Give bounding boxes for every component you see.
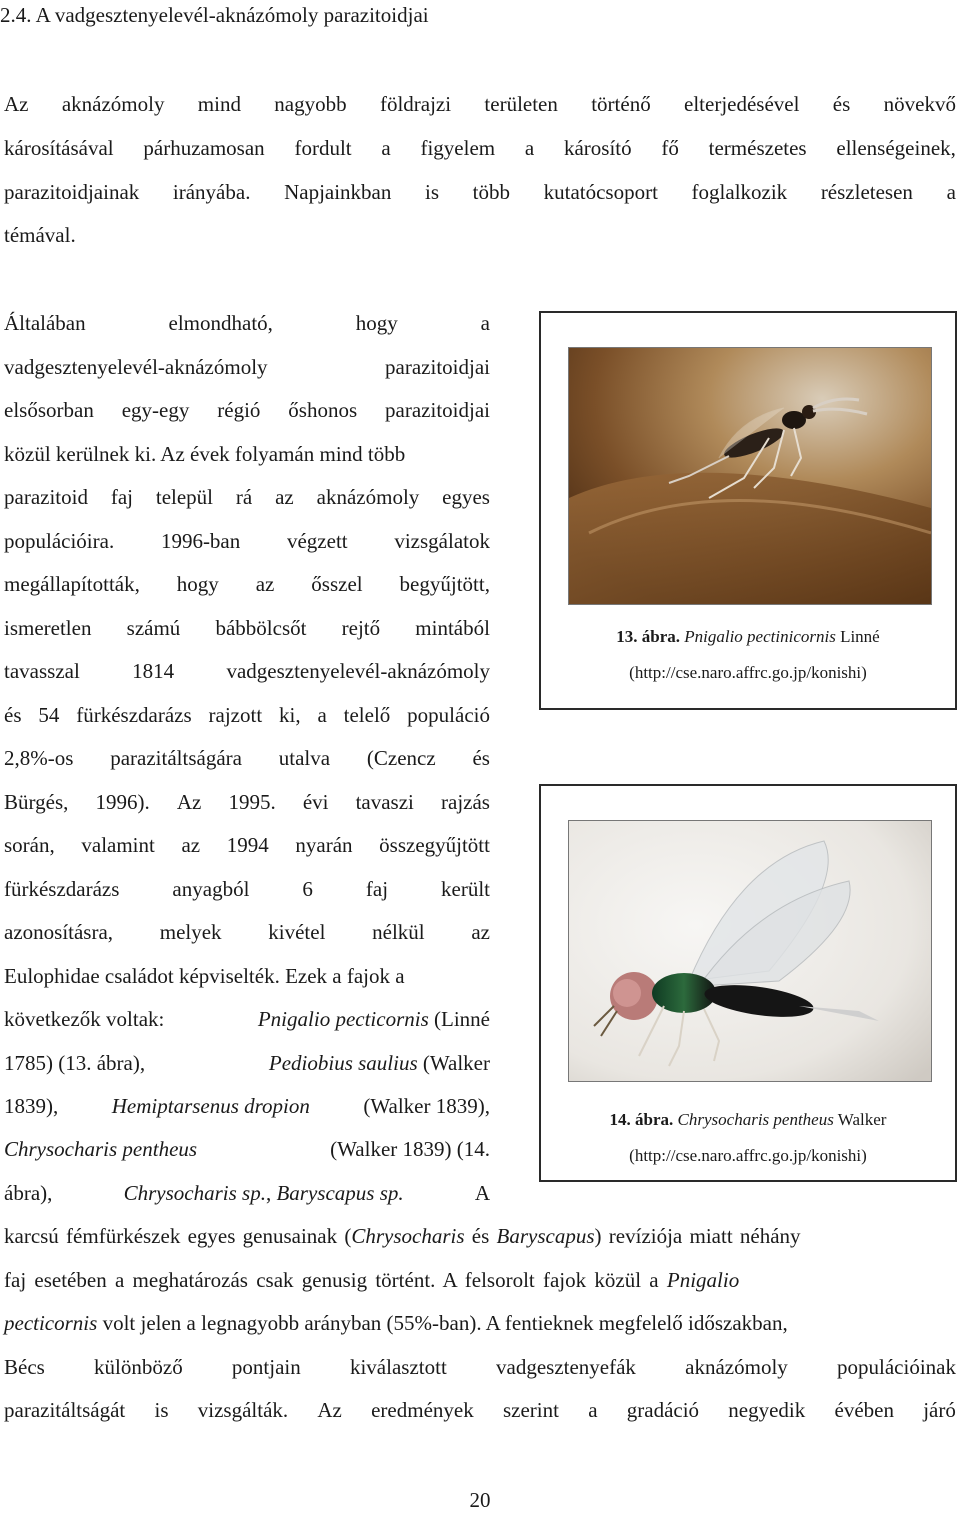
word: a: [946, 180, 956, 204]
species-name: Pnigalio: [666, 1268, 740, 1292]
para3-line2: [4, 1265, 956, 1295]
word: rajzott: [208, 703, 263, 727]
word: tavasszal: [4, 659, 80, 683]
word: évi: [302, 790, 329, 814]
word: összegyűjtött: [379, 833, 490, 857]
word: figyelem: [420, 136, 496, 160]
para2-line5: [4, 482, 490, 512]
word: parazitoidjainak: [4, 180, 140, 204]
word: régió: [217, 398, 261, 422]
word: elmondható,: [168, 311, 273, 335]
word: kiválasztott: [349, 1355, 447, 1379]
para2-line2: [4, 352, 490, 382]
word: párhuzamosan: [143, 136, 265, 160]
word: is: [425, 180, 440, 204]
word: ellenségeinek,: [836, 136, 956, 160]
para1-line1: [4, 89, 956, 119]
word: Az: [176, 790, 202, 814]
word: parazitáltságára: [110, 746, 242, 770]
text-run: 1785) (13. ábra),: [4, 1051, 146, 1075]
word: nagyobb: [274, 92, 347, 116]
para3-line4: [4, 1352, 956, 1382]
species-name: Chrysocharis: [351, 1224, 465, 1248]
word: tavaszi: [355, 790, 414, 814]
text-run: ábra),: [4, 1181, 53, 1205]
word: pontjain: [231, 1355, 301, 1379]
text-run: volt jelen a legnagyobb arányban (55%-ban). A fentieknek megfelelő időszakban,: [97, 1311, 788, 1335]
word: begyűjtött,: [399, 572, 490, 596]
word: ki,: [279, 703, 301, 727]
para2-line7: [4, 569, 490, 599]
word: és: [4, 703, 22, 727]
species-name: Chrysocharis pentheus: [4, 1137, 198, 1161]
para3-line3: [4, 1308, 956, 1338]
word: kivétel: [268, 920, 326, 944]
word: a: [480, 311, 490, 335]
word: irányába.: [172, 180, 251, 204]
species-name: Pediobius saulius: [268, 1051, 418, 1075]
word: és: [832, 92, 851, 116]
word: elterjedésével: [684, 92, 800, 116]
word: populáció: [407, 703, 490, 727]
word: területen: [484, 92, 558, 116]
word: részletesen: [820, 180, 913, 204]
para1-line4: témával.: [4, 223, 76, 247]
word: végzett: [286, 529, 348, 553]
figure-13-url: (http://cse.naro.affrc.go.jp/konishi): [629, 663, 867, 682]
word: 1814: [132, 659, 175, 683]
text-run: következők voltak:: [4, 1007, 165, 1031]
word: nélkül: [372, 920, 425, 944]
word: anyagból: [172, 877, 250, 901]
word: fő: [661, 136, 679, 160]
word: utalva: [278, 746, 331, 770]
word: populációinak: [837, 1355, 956, 1379]
text-run: karcsú fémfürkészek egyes genusainak (: [4, 1224, 352, 1248]
figure-label: 13. ábra.: [616, 627, 680, 646]
text-run: 1839),: [4, 1094, 59, 1118]
word: az: [275, 485, 294, 509]
text-run: faj esetében a meghatározás csak genusig történt. A felsorolt fajok közül a: [4, 1268, 667, 1292]
para2-line1: [4, 308, 490, 338]
para2-line12: [4, 787, 490, 817]
para2-line18: [4, 1048, 490, 1078]
para2-line6: [4, 526, 490, 556]
word: hogy: [176, 572, 219, 596]
word: mind: [197, 92, 241, 116]
word: vadgesztenyelevél-aknázómoly: [226, 659, 490, 683]
word: faj: [365, 877, 389, 901]
para2-line8: [4, 613, 490, 643]
para2-line15: [4, 917, 490, 947]
word: melyek: [159, 920, 222, 944]
para2-line9: [4, 656, 490, 686]
para2-line20: [4, 1134, 490, 1164]
word: rejtő: [341, 616, 381, 640]
word: parazitoidjai: [385, 398, 490, 422]
species-name: Chrysocharis sp.: [123, 1181, 266, 1205]
word: 1995.: [228, 790, 276, 814]
para2-line4: közül kerülnek ki. Az évek folyamán mind több: [4, 442, 406, 466]
word: vadgesztenyelevél-aknázómoly: [4, 355, 268, 379]
word: foglalkozik: [691, 180, 788, 204]
word: fürkészdarázs: [76, 703, 192, 727]
word: nyarán: [295, 833, 353, 857]
word: 1996-ban: [160, 529, 241, 553]
word: települ: [155, 485, 214, 509]
word: növekvő: [883, 92, 956, 116]
wasp-photo-image: [569, 821, 931, 1081]
word: szerint: [502, 1398, 559, 1422]
para2-line3: [4, 395, 490, 425]
page-number: 20: [469, 1488, 491, 1512]
word: parazitoid: [4, 485, 88, 509]
word: a: [588, 1398, 598, 1422]
word: Bürgés,: [4, 790, 69, 814]
species-name: Pnigalio pecticornis: [257, 1007, 429, 1031]
word: populációira.: [4, 529, 115, 553]
species-name: pecticornis: [4, 1311, 98, 1335]
para2-line21: [4, 1178, 490, 1208]
word: az: [181, 833, 201, 857]
word: járó: [923, 1398, 956, 1422]
species-name: Pnigalio pectinicornis: [684, 627, 836, 646]
para2-line10: [4, 700, 490, 730]
word: faj: [110, 485, 133, 509]
word: kutatócsoport: [543, 180, 658, 204]
word: (Czencz: [366, 746, 436, 770]
figure-label: 14. ábra.: [609, 1110, 674, 1129]
word: Napjainkban: [284, 180, 392, 204]
figure-13: [539, 311, 957, 710]
word: negyedik: [728, 1398, 806, 1422]
word: gradáció: [626, 1398, 700, 1422]
figure-14-caption: [541, 1103, 955, 1137]
text-run: (Linné: [428, 1007, 490, 1031]
para2-line14: [4, 874, 490, 904]
para1-line3: [4, 177, 956, 207]
para2-line13: [4, 830, 490, 860]
text-run: (Walker: [417, 1051, 490, 1075]
word: a: [381, 136, 391, 160]
word: egy-egy: [121, 398, 190, 422]
figure-13-photo: [568, 347, 932, 605]
word: parazitoidjai: [385, 355, 490, 379]
word: valamint: [81, 833, 155, 857]
word: is: [154, 1398, 169, 1422]
word: természetes: [708, 136, 807, 160]
word: a: [317, 703, 327, 727]
word: 6: [302, 877, 313, 901]
para2-line17: [4, 1004, 490, 1034]
word: megállapították,: [4, 572, 140, 596]
figure-13-caption: [541, 620, 955, 654]
word: aknázómoly: [316, 485, 420, 509]
word: vizsgálatok: [394, 529, 490, 553]
word: ősszel: [311, 572, 363, 596]
figure-14-photo: [568, 820, 932, 1082]
word: és: [472, 746, 490, 770]
text-run: A: [474, 1181, 490, 1205]
word: számú: [126, 616, 181, 640]
word: 1994: [226, 833, 269, 857]
word: több: [472, 180, 510, 204]
para2-line11: [4, 743, 490, 773]
word: történő: [591, 92, 651, 116]
para3-line5: [4, 1395, 956, 1425]
wasp-photo-image: [569, 348, 931, 604]
species-name: Baryscapus: [496, 1224, 595, 1248]
figure-14-url: (http://cse.naro.affrc.go.jp/konishi): [629, 1146, 867, 1165]
word: hogy: [355, 311, 398, 335]
text-run: (Walker 1839) (14.: [330, 1137, 490, 1161]
word: aknázómoly: [685, 1355, 788, 1379]
section-heading: 2.4. A vadgesztenyelevél-aknázómoly parazitoidjai: [0, 3, 429, 27]
word: Bécs: [4, 1355, 45, 1379]
para2-line16: Eulophidae családot képviselték. Ezek a fajok a: [4, 964, 405, 988]
word: az: [471, 920, 490, 944]
word: bábbölcsőt: [215, 616, 307, 640]
species-name: Chrysocharis pentheus: [677, 1110, 834, 1129]
word: 1996).: [95, 790, 150, 814]
author: Linné: [835, 627, 880, 646]
text-run: és: [464, 1224, 497, 1248]
species-name: Baryscapus sp.: [276, 1181, 404, 1205]
word: károsító: [563, 136, 632, 160]
word: őshonos: [288, 398, 358, 422]
word: Általában: [4, 311, 86, 335]
para2-line19: [4, 1091, 490, 1121]
word: Az: [317, 1398, 342, 1422]
author: Walker: [833, 1110, 887, 1129]
word: telelő: [343, 703, 391, 727]
word: mintából: [415, 616, 490, 640]
para1-line2: [4, 133, 956, 163]
word: rá: [235, 485, 253, 509]
word: az: [255, 572, 275, 596]
word: parazitáltságát: [4, 1398, 126, 1422]
word: károsításával: [4, 136, 114, 160]
word: eredmények: [371, 1398, 474, 1422]
word: vadgesztenyefák: [496, 1355, 636, 1379]
text-run: (Walker 1839),: [363, 1094, 490, 1118]
species-name: Hemiptarsenus dropion: [111, 1094, 310, 1118]
para3-line1: [4, 1221, 956, 1251]
figure-14: [539, 784, 957, 1182]
word: rajzás: [441, 790, 490, 814]
word: 2,8%-os: [4, 746, 74, 770]
word: Az: [4, 92, 29, 116]
word: 54: [38, 703, 60, 727]
word: különböző: [94, 1355, 183, 1379]
word: azonosításra,: [4, 920, 114, 944]
word: földrajzi: [379, 92, 452, 116]
word: egyes: [442, 485, 490, 509]
word: vizsgálták.: [197, 1398, 289, 1422]
word: fordult: [294, 136, 352, 160]
word: került: [441, 877, 490, 901]
word: elsősorban: [4, 398, 94, 422]
text-run: ) revíziója miatt néhány: [594, 1224, 801, 1248]
word: során,: [4, 833, 55, 857]
text-run: ,: [265, 1181, 277, 1205]
word: aknázómoly: [61, 92, 165, 116]
word: évében: [834, 1398, 894, 1422]
word: ismeretlen: [4, 616, 92, 640]
word: a: [524, 136, 535, 160]
word: fürkészdarázs: [4, 877, 120, 901]
